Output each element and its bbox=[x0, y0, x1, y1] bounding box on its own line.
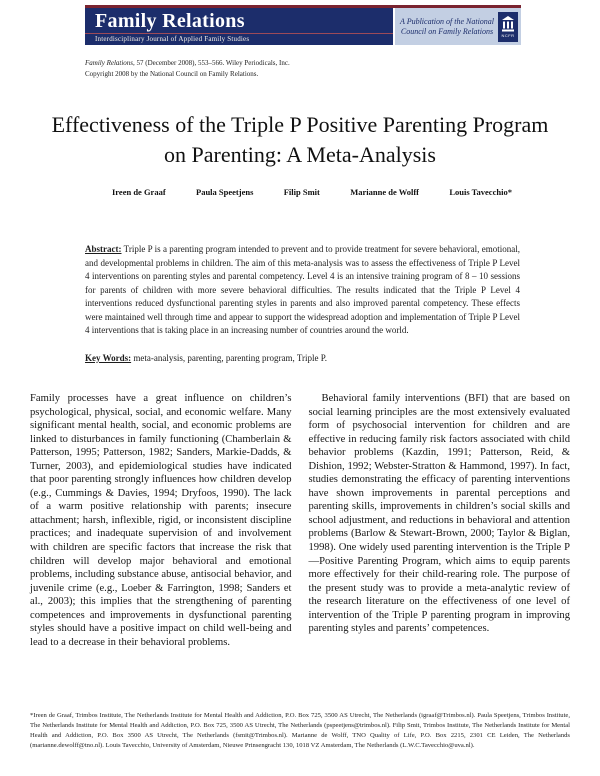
abstract-label: Abstract: bbox=[85, 244, 122, 254]
publication-note-box bbox=[395, 8, 521, 45]
ncfr-logo-label: NCFR bbox=[501, 32, 515, 38]
keywords-text: meta-analysis, parenting, parenting program, Triple P. bbox=[131, 352, 328, 363]
abstract-paragraph bbox=[85, 243, 520, 338]
journal-title: Family Relations bbox=[95, 10, 245, 32]
building-columns-icon bbox=[501, 16, 515, 32]
author-name: Ireen de Graaf bbox=[112, 187, 166, 197]
citation-rest: 57 (December 2008), 553–566. Wiley Periodicals, Inc. bbox=[134, 59, 290, 67]
keywords-label: Key Words: bbox=[85, 352, 132, 363]
body-left-column: Family processes have a great influence on children’s psychological, physical, social, and economic welfare. Many significant mental health, social, and economic problems are linked to disturbances in family functioning (Chamberlain & Patterson, 1995; Patterson, 1982; Sanders, Markie-Dadds, & Turner, 2003), and epidemiological studies have indicated that poor parenting strongly influences how children develop (e.g., Cummings & Davies, 1994; Dryfoos, 1990). The lack of a warm positive relationship with parents; insecure attachment; harsh, inflexible, rigid, or inconsistent discipline practices; and inadequate supervision of and involvement with children are specific factors that increase the risk that children will develop major behavioral and emotional problems, including substance abuse, antisocial behavior, and juvenile crime (e.g., Loeber & Farrington, 1998; Sanders et al., 2003); this implies that the strengthening of parenting competences and improvements in dysfunctional parenting styles should have a positive impact on child well-being and lead to a decrease in their behavioral problems. bbox=[30, 393, 292, 648]
body-text bbox=[30, 392, 570, 649]
keywords-line bbox=[85, 352, 520, 366]
ncfr-logo bbox=[498, 12, 518, 42]
citation-line1 bbox=[85, 58, 520, 69]
masthead bbox=[85, 5, 521, 45]
body-right-column: Behavioral family interventions (BFI) that are based on social learning principles are the most extensively evaluated form of psychosocial intervention for children and are effective in reducing family risk factors associated with child behavior problems (Kazdin, 1991; Patterson, Reid, & Dishion, 1992; Webster-Stratton & Hammond, 1997). In fact, studies demonstrating the efficacy of parenting interventions have shown improvements in parental perceptions and parenting skills, improvements in children’s social skills and school adjustment, and reductions in behavioral and attention problems (Barlow & Stewart-Brown, 2000; Taylor & Biglan, 1998). One widely used parenting intervention is the Triple P—Positive Parenting Program, which aims to equip parents more effectively for their child-rearing role. The purpose of the present study was to provide a meta-analytic review of the research literature on the effectiveness of one level of intervention of the Triple P parenting program in improving parenting styles and parents’ competences. bbox=[308, 393, 570, 635]
journal-subtitle: Interdisciplinary Journal of Applied Family Studies bbox=[85, 33, 393, 45]
journal-banner bbox=[85, 8, 393, 45]
author-row bbox=[112, 187, 512, 197]
author-affiliations-footnote: *Ireen de Graaf, Trimbos Institute, The Netherlands Institute for Mental Health and Addiction, P.O. Box 725, 3500 AS Utrecht, The Netherlands (igraaf@Trimbos.nl). Paula Speetjens, Trimbos Institute, The Netherlands Institute for Mental Health and Addiction, P.O. Box 725, 3500 AS Utrecht, The Netherlands (pspeetjens@trimbos.nl). Filip Smit, Trimbos Institute, The Netherlands Institute for Mental Health and Addiction, P.O. Box 3500 AS Utrecht, The Netherlands (fsmit@Trimbos.nl). Marianne de Wolff, TNO Quality of Life, P.O. Box 2215, 2301 CE Leiden, The Netherlands (marianne.dewolff@tno.nl). Louis Tavecchio, University of Amsterdam, Nieuwe Prinsengracht 130, 1018 VZ Amsterdam, The Netherlands (L.W.C.Tavecchio@uva.nl). bbox=[30, 712, 570, 749]
citation-line2: Copyright 2008 by the National Council on Family Relations. bbox=[85, 69, 259, 78]
author-name: Filip Smit bbox=[283, 187, 320, 197]
abstract-text: Triple P is a parenting program intended to prevent and to provide treatment for severe behavioral, emotional, and developmental problems in children. The aim of this meta-analysis was to assess the effectiveness of Triple P Level 4 interventions on parenting styles and parental competency. Level 4 is an intensive training program of 8 – 10 sessions for parents of children with more severe behavioral difficulties. The results indicated that the Triple P Level 4 interventions reduced dysfunctional parenting styles in parents and also improved parental competency. These effects were maintained well through time and appear to support the widespread adoption and implementation of Triple P Level 4 interventions that is taking place in an increasing number of countries around the world. bbox=[85, 244, 520, 335]
citation-journal-name: Family Relations, bbox=[85, 59, 135, 67]
author-name: Louis Tavecchio* bbox=[449, 187, 512, 197]
citation-block bbox=[85, 58, 520, 79]
publication-note: A Publication of the National Council on Family Relations bbox=[399, 16, 495, 36]
author-name: Paula Speetjens bbox=[196, 187, 254, 197]
abstract-section bbox=[85, 243, 520, 365]
author-name: Marianne de Wolff bbox=[350, 187, 420, 197]
paper-title: Effectiveness of the Triple P Positive Parenting Program on Parenting: A Meta-Analysis bbox=[51, 112, 549, 167]
